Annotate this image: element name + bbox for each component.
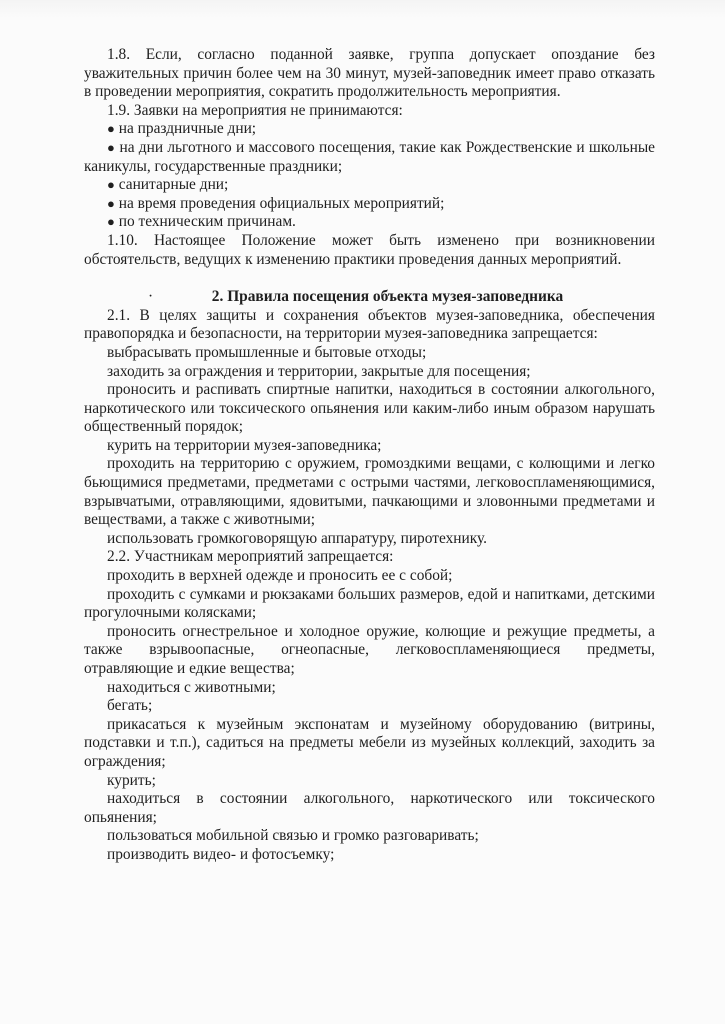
bullet-icon: ●: [107, 121, 115, 137]
list-item: проносить огнестрельное и холодное оружие, колющие и режущие предметы, а также взрывоопасные, огнеопасные, легковоспламеняющиеся предметы, отравляющие и едкие вещества;: [84, 622, 655, 677]
bullet-icon: ●: [107, 195, 115, 211]
paragraph-1-8: 1.8. Если, согласно поданной заявке, группа допускает опоздание без уважительных причин более чем на 30 минут, музей-заповедник имеет право отказать в проведении мероприятия, сократить продолжительность мероприятия.: [84, 46, 655, 101]
list-item: проходить в верхней одежде и проносить ее с собой;: [107, 567, 453, 585]
list-item: производить видео- и фотосъемку;: [107, 845, 335, 863]
bullet-item: ● на дни льготного и массового посещения, такие как Рождественские и школьные каникулы, государственные праздники;: [84, 138, 655, 175]
list-item: находиться в состоянии алкогольного, наркотического или токсического опьянения;: [84, 790, 655, 826]
bullet-icon: ●: [107, 139, 116, 155]
section-2-heading: [84, 288, 655, 307]
list-item: бегать;: [107, 697, 153, 715]
list-item: курить на территории музея-заповедника;: [107, 436, 382, 454]
list-item: проносить и распивать спиртные напитки, находиться в состоянии алкогольного, наркотического или токсического опьянения или каким-либо иным образом нарушать общественный порядок;: [84, 381, 655, 436]
list-item: пользоваться мобильной связью и громко разговаривать;: [107, 827, 479, 845]
list-item: использовать громкоговорящую аппаратуру, пиротехнику.: [107, 529, 488, 547]
bullet-item: ● санитарные дни;: [107, 176, 229, 194]
paragraph-1-9: 1.9. Заявки на мероприятия не принимаются:: [107, 101, 403, 119]
list-item: проходить на территорию с оружием, громоздкими вещами, с колющими и легко бьющимися предметами, предметами с острыми частями, легковоспламеняющимися, взрывчатыми, отравляющими, ядовитыми, пачкающими и зловонными предметами и веществами, а также с животными;: [84, 455, 655, 529]
bullet-icon: ●: [107, 177, 115, 193]
document-body: [84, 46, 655, 865]
list-item: курить;: [107, 771, 156, 789]
paragraph-2-2: 2.2. Участникам мероприятий запрещается:: [107, 548, 394, 566]
list-item: заходить за ограждения и территории, закрытые для посещения;: [107, 362, 531, 380]
bullet-item: ● на время проведения официальных мероприятий;: [107, 194, 445, 212]
list-item: проходить с сумками и рюкзаками больших размеров, едой и напитками, детскими прогулочными колясками;: [84, 585, 655, 622]
heading-mark: ·: [148, 288, 154, 306]
bullet-icon: ●: [107, 214, 115, 230]
section-2-title: 2. Правила посещения объекта музея-заповедника: [211, 288, 564, 306]
list-item: находиться с животными;: [107, 678, 276, 696]
paragraph-1-10: 1.10. Настоящее Положение может быть изменено при возникновении обстоятельств, ведущих к изменению практики проведения данных мероприятий.: [84, 231, 655, 268]
list-item: выбрасывать промышленные и бытовые отходы;: [107, 343, 427, 361]
bullet-item: ● на праздничные дни;: [107, 120, 257, 138]
list-item: прикасаться к музейным экспонатам и музейному оборудованию (витрины, подставки и т.п.), садиться на предметы мебели из музейных коллекций, заходить за ограждения;: [84, 715, 655, 770]
paragraph-2-1: 2.1. В целях защиты и сохранения объектов музея-заповедника, обеспечения правопорядка и безопасности, на территории музея-заповедника запрещается:: [84, 306, 655, 343]
bullet-item: ● по техническим причинам.: [107, 213, 296, 231]
